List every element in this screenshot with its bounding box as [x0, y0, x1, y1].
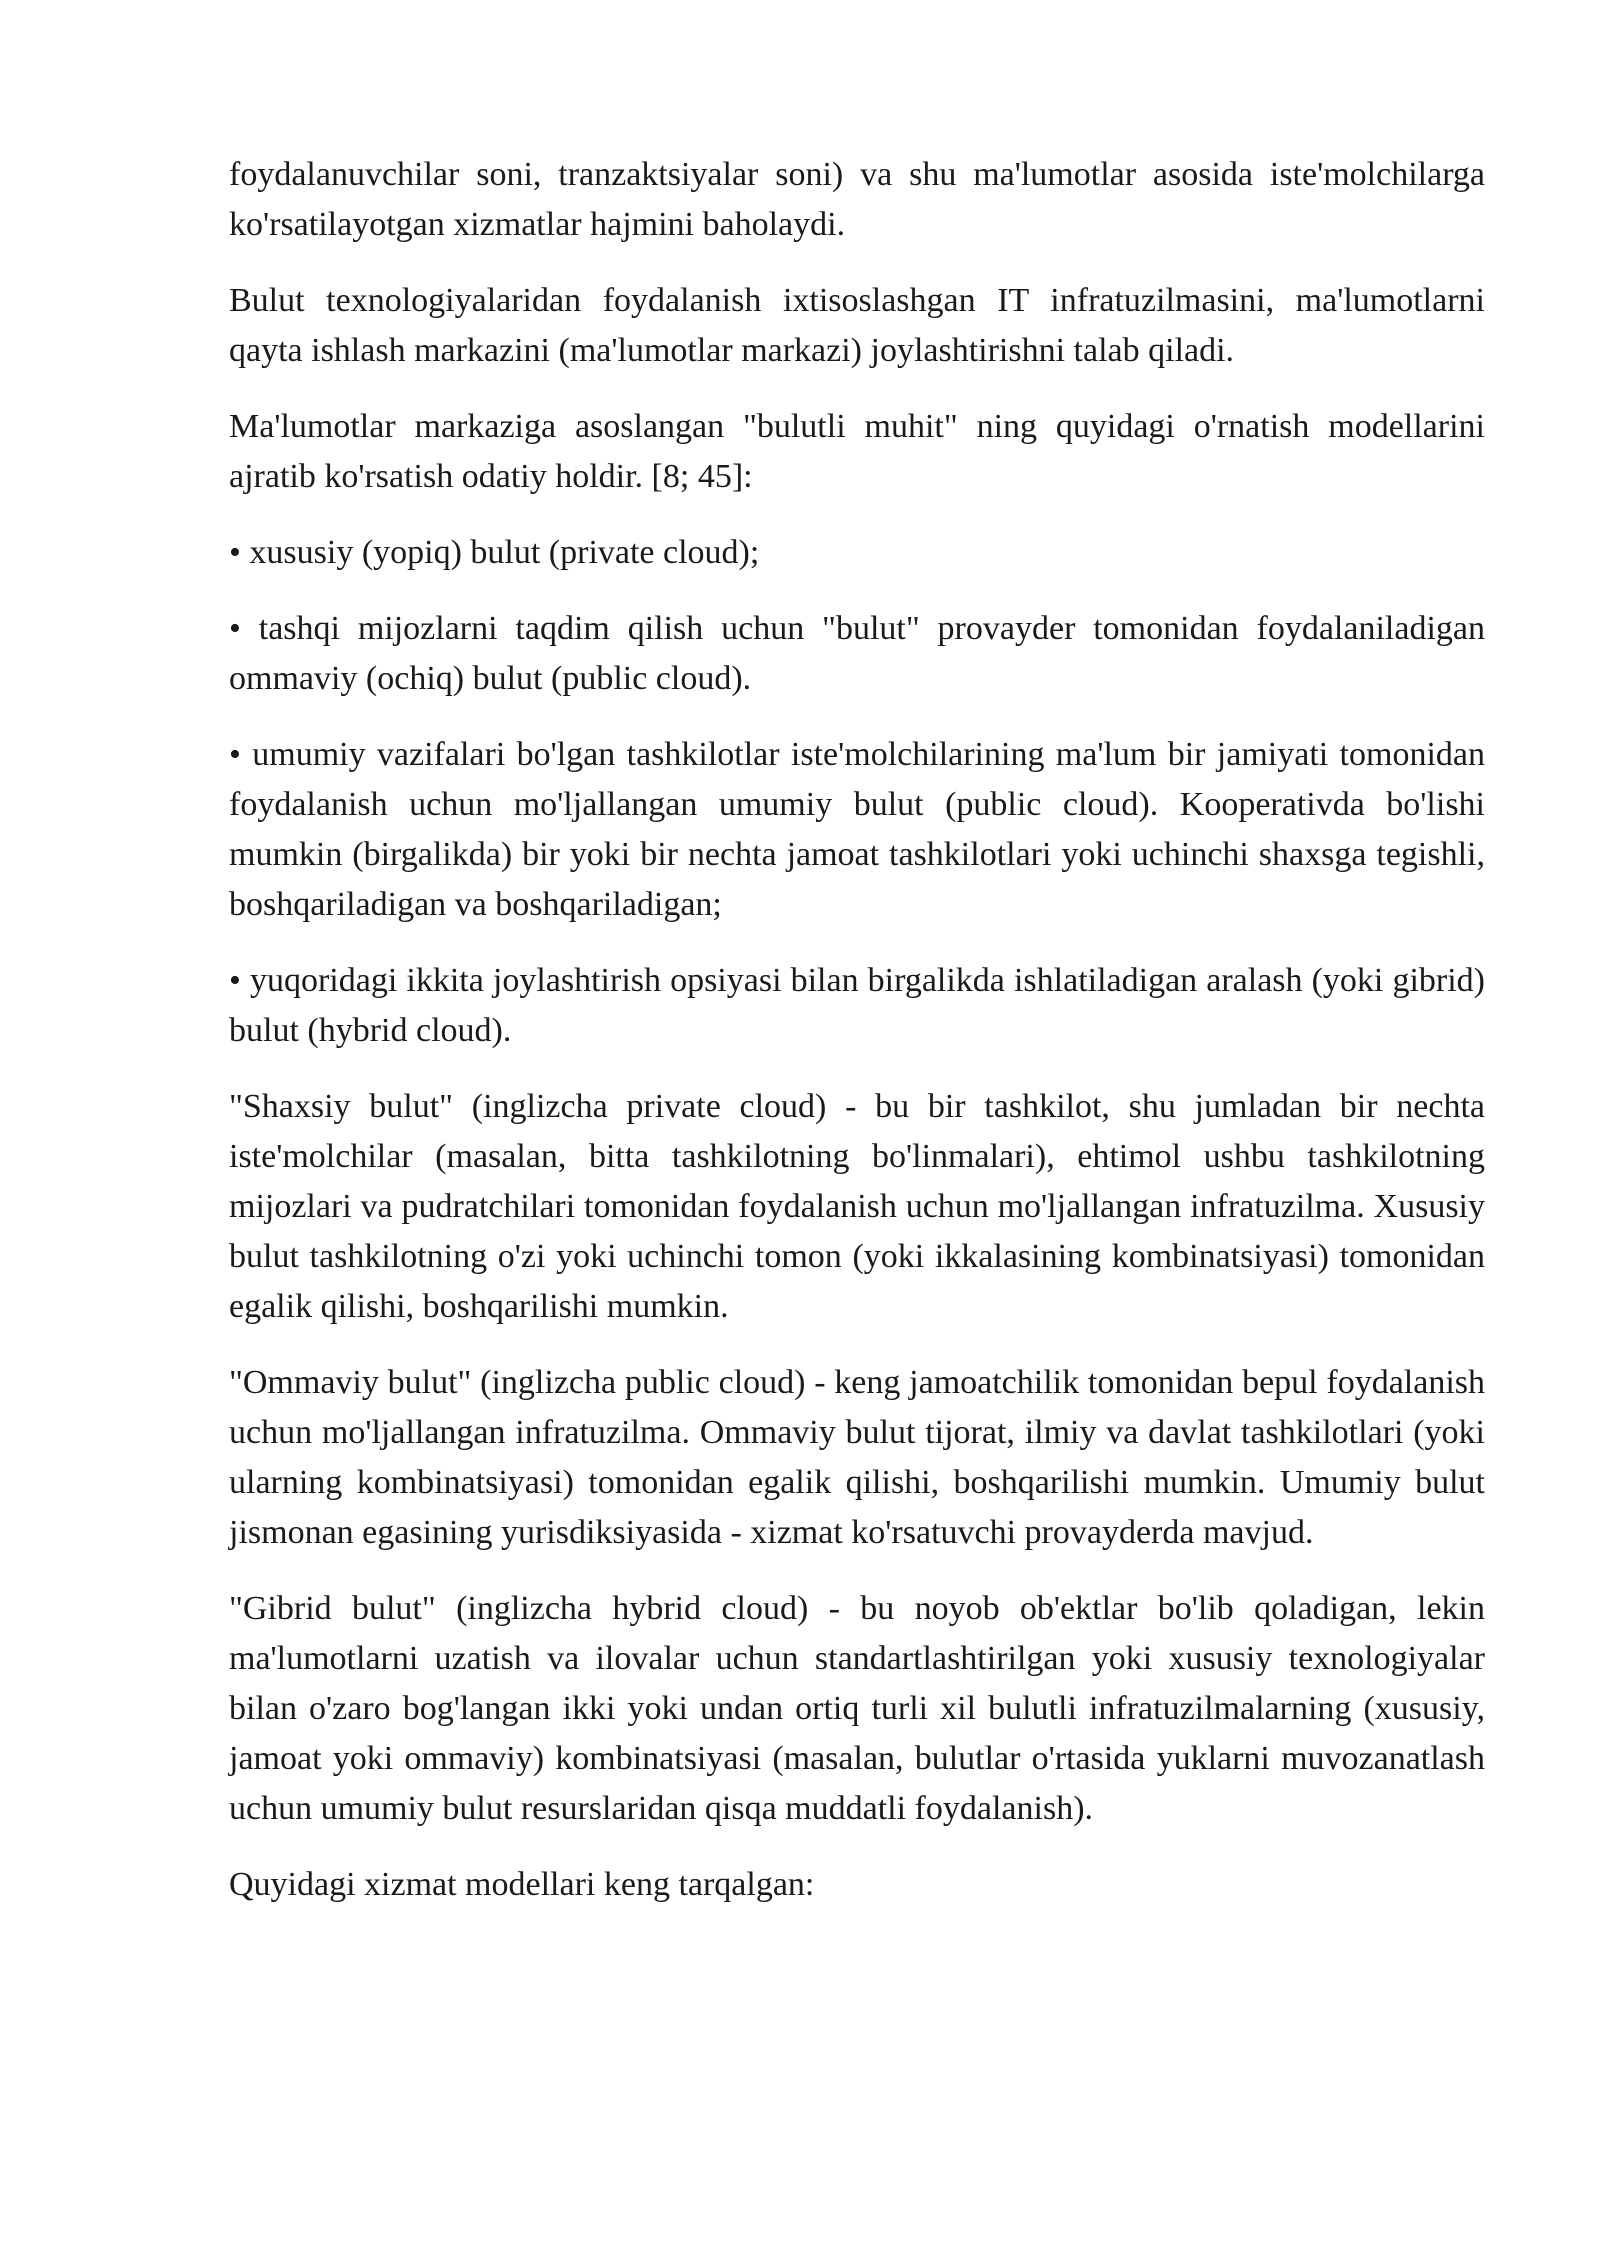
list-item-community-cloud: • umumiy vazifalari bo'lgan tashkilotlar iste'molchilarining ma'lum bir jamiyati tomonidan foydalanish uchun mo'ljallangan umumiy bulut (public cloud). Kooperativda bo'lishi mumkin (birgalikda) bir yoki bir nechta jamoat tashkilotlari yoki uchinchi shaxsga tegishli, boshqariladigan va boshqariladigan;	[229, 736, 1485, 923]
paragraph-hybrid-cloud-definition: "Gibrid bulut" (inglizcha hybrid cloud) - bu noyob ob'ektlar bo'lib qoladigan, lekin ma'lumotlarni uzatish va ilovalar uchun standartlashtirilgan yoki xususiy texnologiyalar bilan o'zaro bog'langan ikki yoki undan ortiq turli xil bulutli infratuzilmalarning (xususiy, jamoat yoki ommaviy) kombinatsiyasi (masalan, bulutlar o'rtasida yuklarni muvozanatlash uchun umumiy bulut resurslaridan qisqa muddatli foydalanish).	[229, 1590, 1485, 1827]
list-item-public-cloud: • tashqi mijozlarni taqdim qilish uchun "bulut" provayder tomonidan foydalaniladigan ommaviy (ochiq) bulut (public cloud).	[229, 610, 1485, 697]
paragraph-continuation: foydalanuvchilar soni, tranzaktsiyalar soni) va shu ma'lumotlar asosida iste'molchilarga ko'rsatilayotgan xizmatlar hajmini baholaydi.	[229, 156, 1485, 243]
paragraph-private-cloud-definition: "Shaxsiy bulut" (inglizcha private cloud) - bu bir tashkilot, shu jumladan bir nechta iste'molchilar (masalan, bitta tashkilotning bo'linmalari), ehtimol ushbu tashkilotning mijozlari va pudratchilari tomonidan foydalanish uchun mo'ljallangan infratuzilma. Xususiy bulut tashkilotning o'zi yoki uchinchi tomon (yoki ikkalasining kombinatsiyasi) tomonidan egalik qilishi, boshqarilishi mumkin.	[229, 1088, 1485, 1325]
list-item-private-cloud: • xususiy (yopiq) bulut (private cloud);	[229, 534, 760, 571]
list-item-hybrid-cloud: • yuqoridagi ikkita joylashtirish opsiyasi bilan birgalikda ishlatiladigan aralash (yoki gibrid) bulut (hybrid cloud).	[229, 962, 1485, 1049]
paragraph-public-cloud-definition: "Ommaviy bulut" (inglizcha public cloud) - keng jamoatchilik tomonidan bepul foydalanish uchun mo'ljallangan infratuzilma. Ommaviy bulut tijorat, ilmiy va davlat tashkilotlari (yoki ularning kombinatsiyasi) tomonidan egalik qilishi, boshqarilishi mumkin. Umumiy bulut jismonan egasining yurisdiksiyasida - xizmat ko'rsatuvchi provayderda mavjud.	[229, 1364, 1485, 1551]
paragraph-cloud-infrastructure: Bulut texnologiyalaridan foydalanish ixtisoslashgan IT infratuzilmasini, ma'lumotlarni qayta ishlash markazini (ma'lumotlar markazi) joylashtirishni talab qiladi.	[229, 282, 1485, 369]
paragraph-deployment-models-intro: Ma'lumotlar markaziga asoslangan "bulutli muhit" ning quyidagi o'rnatish modellarini ajratib ko'rsatish odatiy holdir. [8; 45]:	[229, 408, 1485, 495]
paragraph-service-models-intro: Quyidagi xizmat modellari keng tarqalgan:	[229, 1866, 815, 1903]
document-body	[229, 150, 1485, 1936]
